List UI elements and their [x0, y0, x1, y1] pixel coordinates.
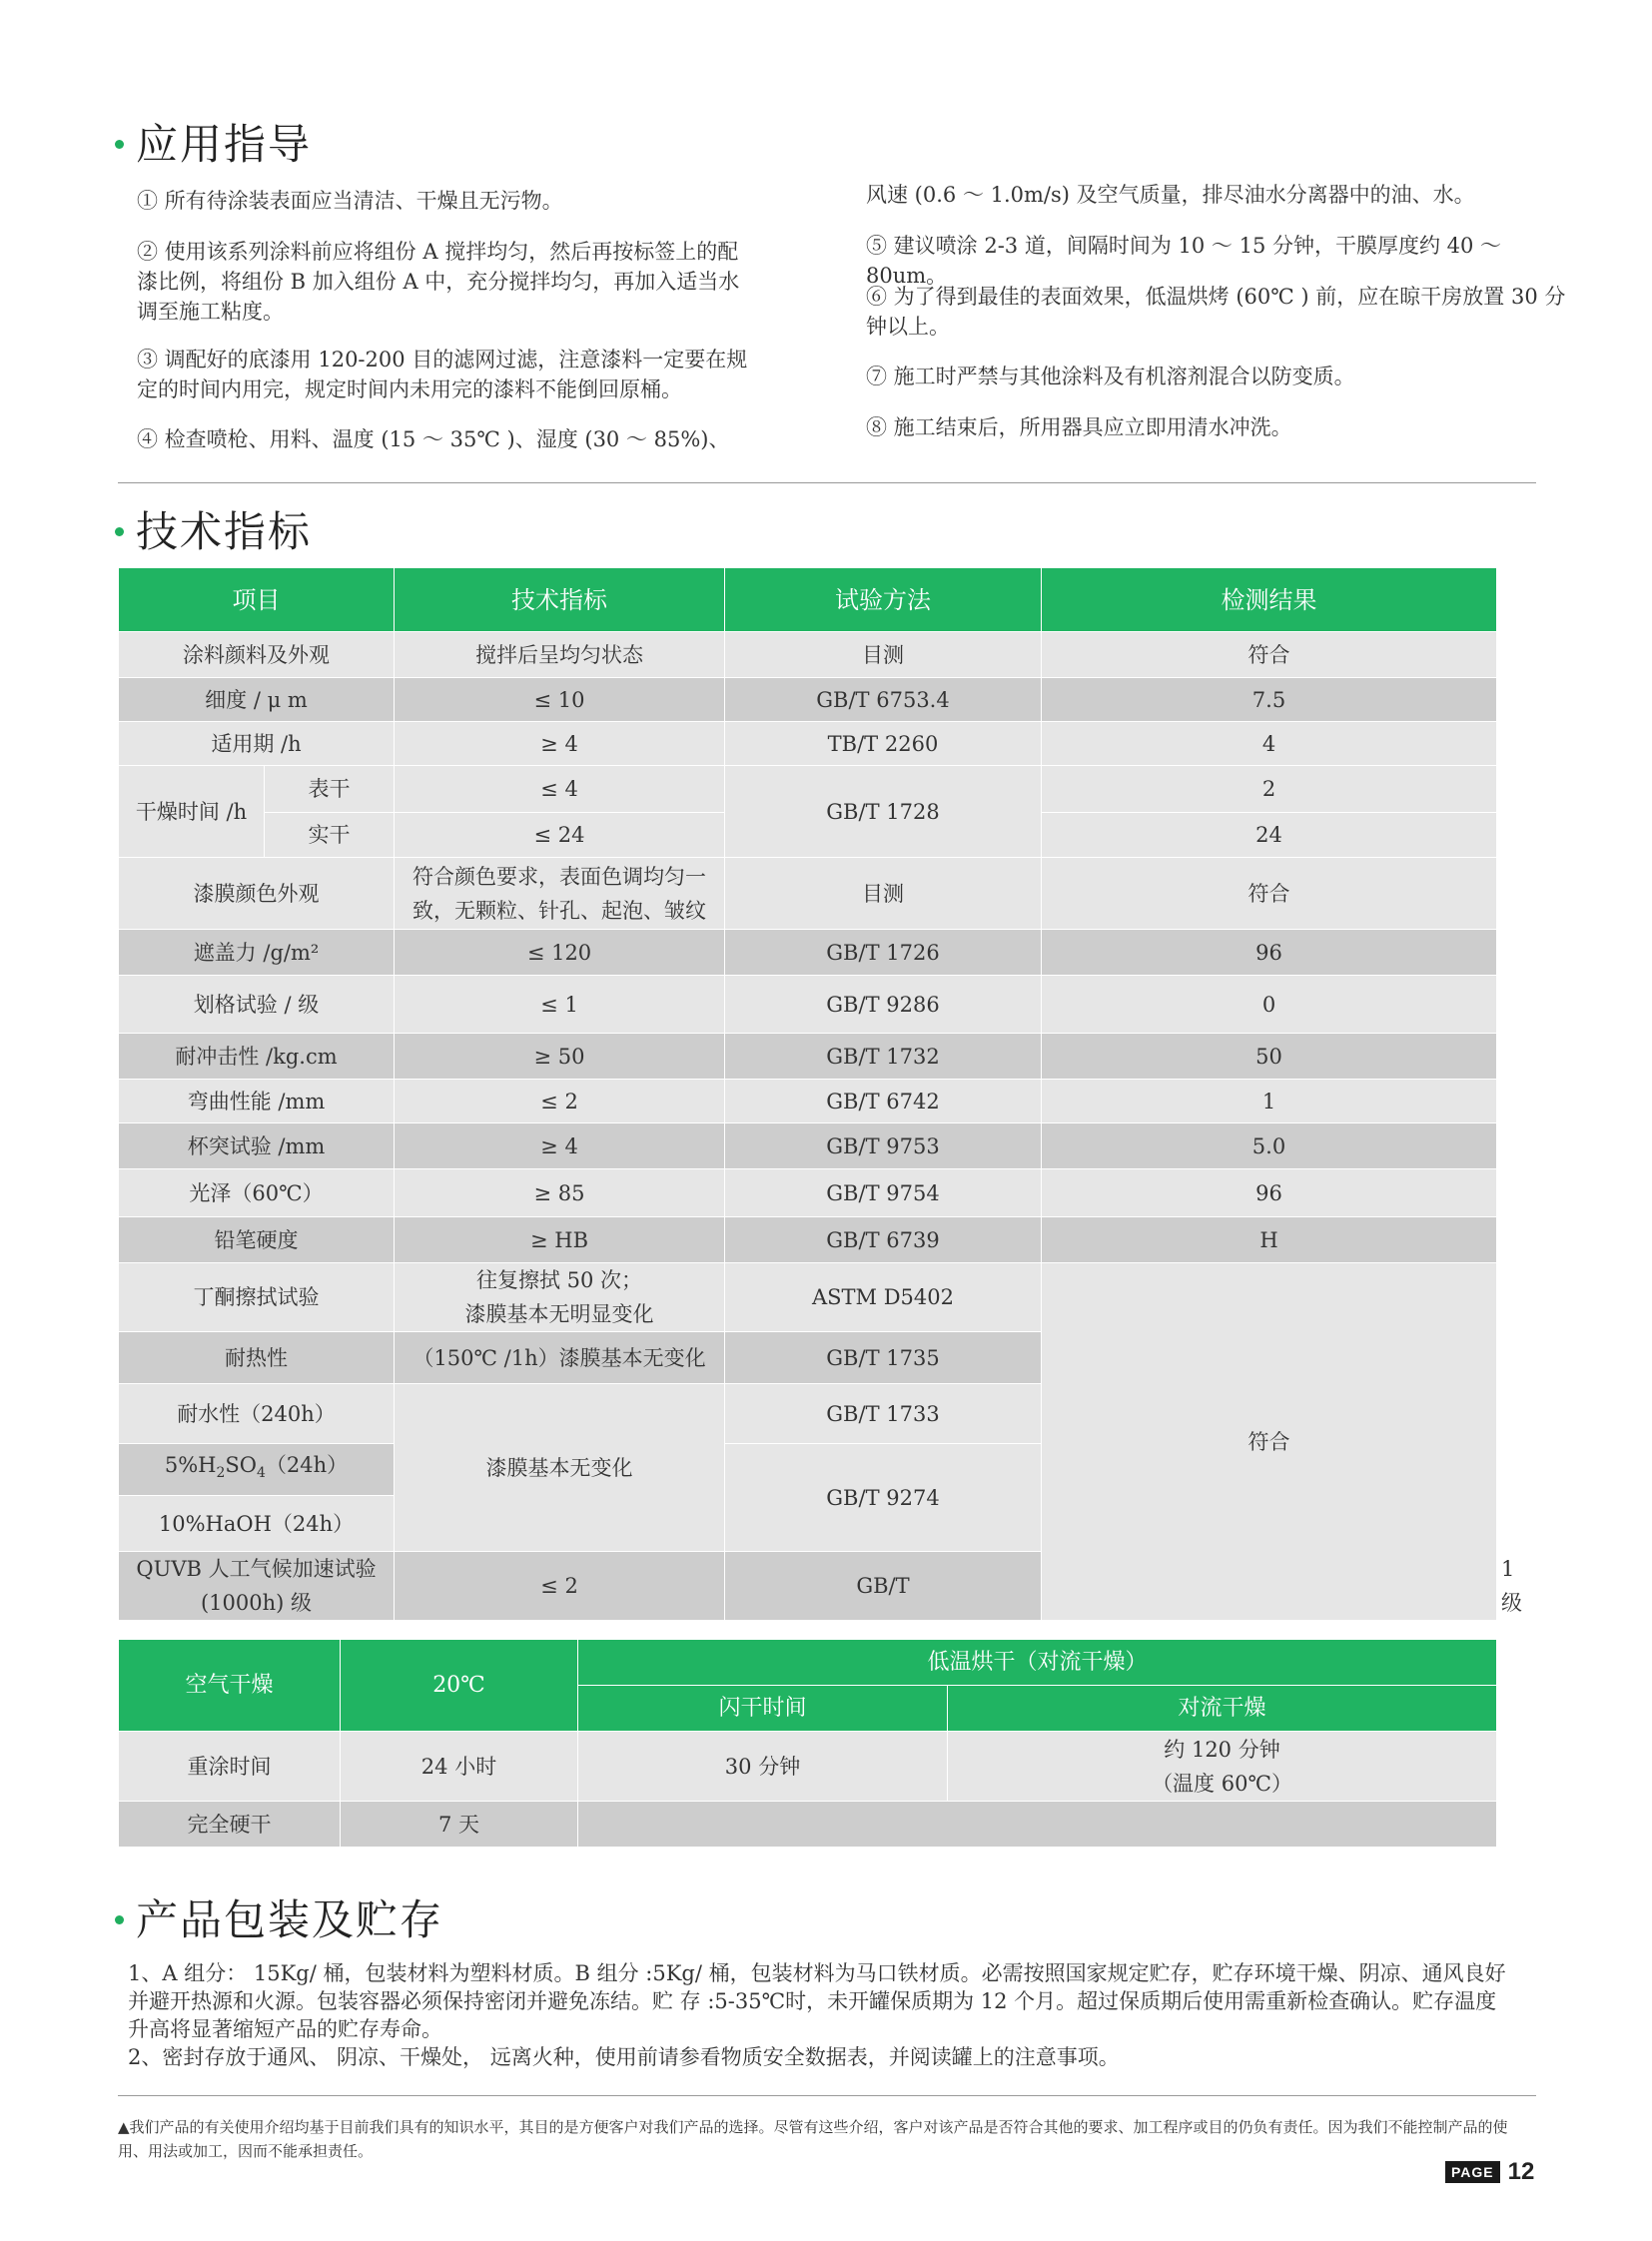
- guide-item-7: ⑦ 施工时严禁与其他涂料及有机溶剂混合以防变质。: [866, 365, 1355, 388]
- table-row: 划格试验 / 级 ≤ 1 GB/T 9286 0: [119, 976, 1497, 1034]
- table-header-row: 空气干燥 20℃ 低温烘干（对流干燥）: [119, 1640, 1497, 1686]
- page-label: PAGE: [1445, 2161, 1500, 2183]
- table-row: 涂料颜料及外观 搅拌后呈均匀状态 目测 符合: [119, 632, 1497, 678]
- page-num: 12: [1507, 2158, 1535, 2185]
- tech-spec-table: [118, 567, 1522, 1621]
- table-header-row: [119, 568, 1497, 632]
- table-row: 干燥时间 /h 表干 ≤ 4 GB/T 1728 2: [119, 766, 1497, 813]
- table-row: 耐热性 （150℃ /1h）漆膜基本无变化 GB/T 1735: [119, 1332, 1497, 1384]
- storage-p1: 1、A 组分： 15Kg/ 桶，包装材料为塑料材质。B 组分 :5Kg/ 桶，包装材料为马口铁材质。必需按照国家规定贮存，贮存环境干燥、阴凉、通风良好并避开热源和火源。包装容器必须保持密闭并避免冻结。贮 存 :5-35℃时，未开罐保质期为 12 个月。超过保质期后使用需重新检查确认。贮存温度升高将显著缩短产品的贮存寿命。: [128, 1961, 1506, 2041]
- storage-p2: 2、密封存放于通风、 阴凉、干燥处， 远离火种，使用前请参看物质安全数据表，并阅读罐上的注意事项。: [128, 2045, 1120, 2069]
- storage-title: 产品包装及贮存: [115, 1887, 443, 1947]
- table-row: QUVB 人工气候加速试验 (1000h) 级 ≤ 2 GB/T 1 级: [119, 1552, 1497, 1621]
- header-item: 项目: [119, 568, 395, 632]
- guide-item-3: ③ 调配好的底漆用 120-200 目的滤网过滤，注意漆料一定要在规定的时间内用完，规定时间内未用完的漆料不能倒回原桶。: [137, 348, 748, 401]
- table-row: 杯突试验 /mm ≥ 4 GB/T 9753 5.0: [119, 1123, 1497, 1169]
- page-number: [1445, 2158, 1534, 2186]
- guide-item-6: ⑥ 为了得到最佳的表面效果，低温烘烤 (60℃ ) 前，应在晾干房放置 30 分钟以上。: [866, 285, 1566, 339]
- bullet-dot-icon: [115, 140, 124, 149]
- table-row: 铅笔硬度 ≥ HB GB/T 6739 H: [119, 1217, 1497, 1263]
- chem-result-cell: 符合: [1042, 1263, 1497, 1621]
- drying-table: [118, 1639, 1497, 1848]
- bullet-dot-icon: [115, 527, 124, 536]
- section-divider: [118, 482, 1536, 483]
- tech-title: 技术指标: [115, 499, 312, 559]
- table-row: 遮盖力 /g/m² ≤ 120 GB/T 1726 96: [119, 930, 1497, 976]
- table-row: 耐水性（240h） 漆膜基本无变化 GB/T 1733: [119, 1384, 1497, 1444]
- table-row: 适用期 /h ≥ 4 TB/T 2260 4: [119, 722, 1497, 766]
- header-result: 检测结果: [1042, 568, 1497, 632]
- table-row: 漆膜颜色外观 符合颜色要求，表面色调均匀一 致，无颗粒、针孔、起泡、皱纹 目测 符合: [119, 858, 1497, 930]
- guide-item-4: ④ 检查喷枪、用料、温度 (15 ～ 35℃ )、湿度 (30 ～ 85%)、: [137, 427, 730, 451]
- table-header-row: 闪干时间 对流干燥: [119, 1686, 1497, 1732]
- table-row: 细度 / μ m ≤ 10 GB/T 6753.4 7.5: [119, 678, 1497, 722]
- table-row: 实干 ≤ 24 24: [119, 813, 1497, 858]
- table-row: 耐冲击性 /kg.cm ≥ 50 GB/T 1732 50: [119, 1034, 1497, 1080]
- guide-item-1: ① 所有待涂装表面应当清洁、干燥且无污物。: [137, 189, 563, 213]
- guide-item-4-cont: 风速 (0.6 ～ 1.0m/s) 及空气质量，排尽油水分离器中的油、水。: [866, 183, 1475, 207]
- guide-item-8: ⑧ 施工结束后，所用器具应立即用清水冲洗。: [866, 415, 1292, 439]
- footer-divider: [118, 2095, 1536, 2096]
- guide-item-2: ② 使用该系列涂料前应将组份 A 搅拌均匀，然后再按标签上的配漆比例，将组份 B 加入组份 A 中，充分搅拌均匀，再加入适当水调至施工粘度。: [137, 240, 740, 324]
- header-method: 试验方法: [725, 568, 1042, 632]
- table-row: 丁酮擦拭试验 往复擦拭 50 次； 漆膜基本无明显变化 ASTM D5402 符合: [119, 1263, 1497, 1332]
- header-spec: 技术指标: [395, 568, 725, 632]
- table-row: 完全硬干 7 天: [119, 1802, 1497, 1848]
- bullet-dot-icon: [115, 1915, 124, 1924]
- guide-item-5: ⑤ 建议喷涂 2-3 道，间隔时间为 10 ～ 15 分钟，干膜厚度约 40 ～ 80um。: [866, 234, 1502, 288]
- table-row: 弯曲性能 /mm ≤ 2 GB/T 6742 1: [119, 1080, 1497, 1123]
- guide-title: 应用指导: [115, 112, 312, 172]
- disclaimer-footnote: ▲我们产品的有关使用介绍均基于目前我们具有的知识水平，其目的是方便客户对我们产品的选择。尽管有这些介绍，客户对该产品是否符合其他的要求、加工程序或目的仍负有责任。因为我们不能控制产品的使用、用法或加工，因而不能承担责任。: [118, 2118, 1508, 2160]
- table-row: 光泽（60℃） ≥ 85 GB/T 9754 96: [119, 1169, 1497, 1217]
- table-row: $5\%H_2SO_4(24h)$ GB/T 9274: [119, 1444, 1497, 1496]
- table-row: 10%HaOH（24h）: [119, 1496, 1497, 1552]
- table-row: 重涂时间 24 小时 30 分钟 约 120 分钟 （温度 60℃）: [119, 1732, 1497, 1802]
